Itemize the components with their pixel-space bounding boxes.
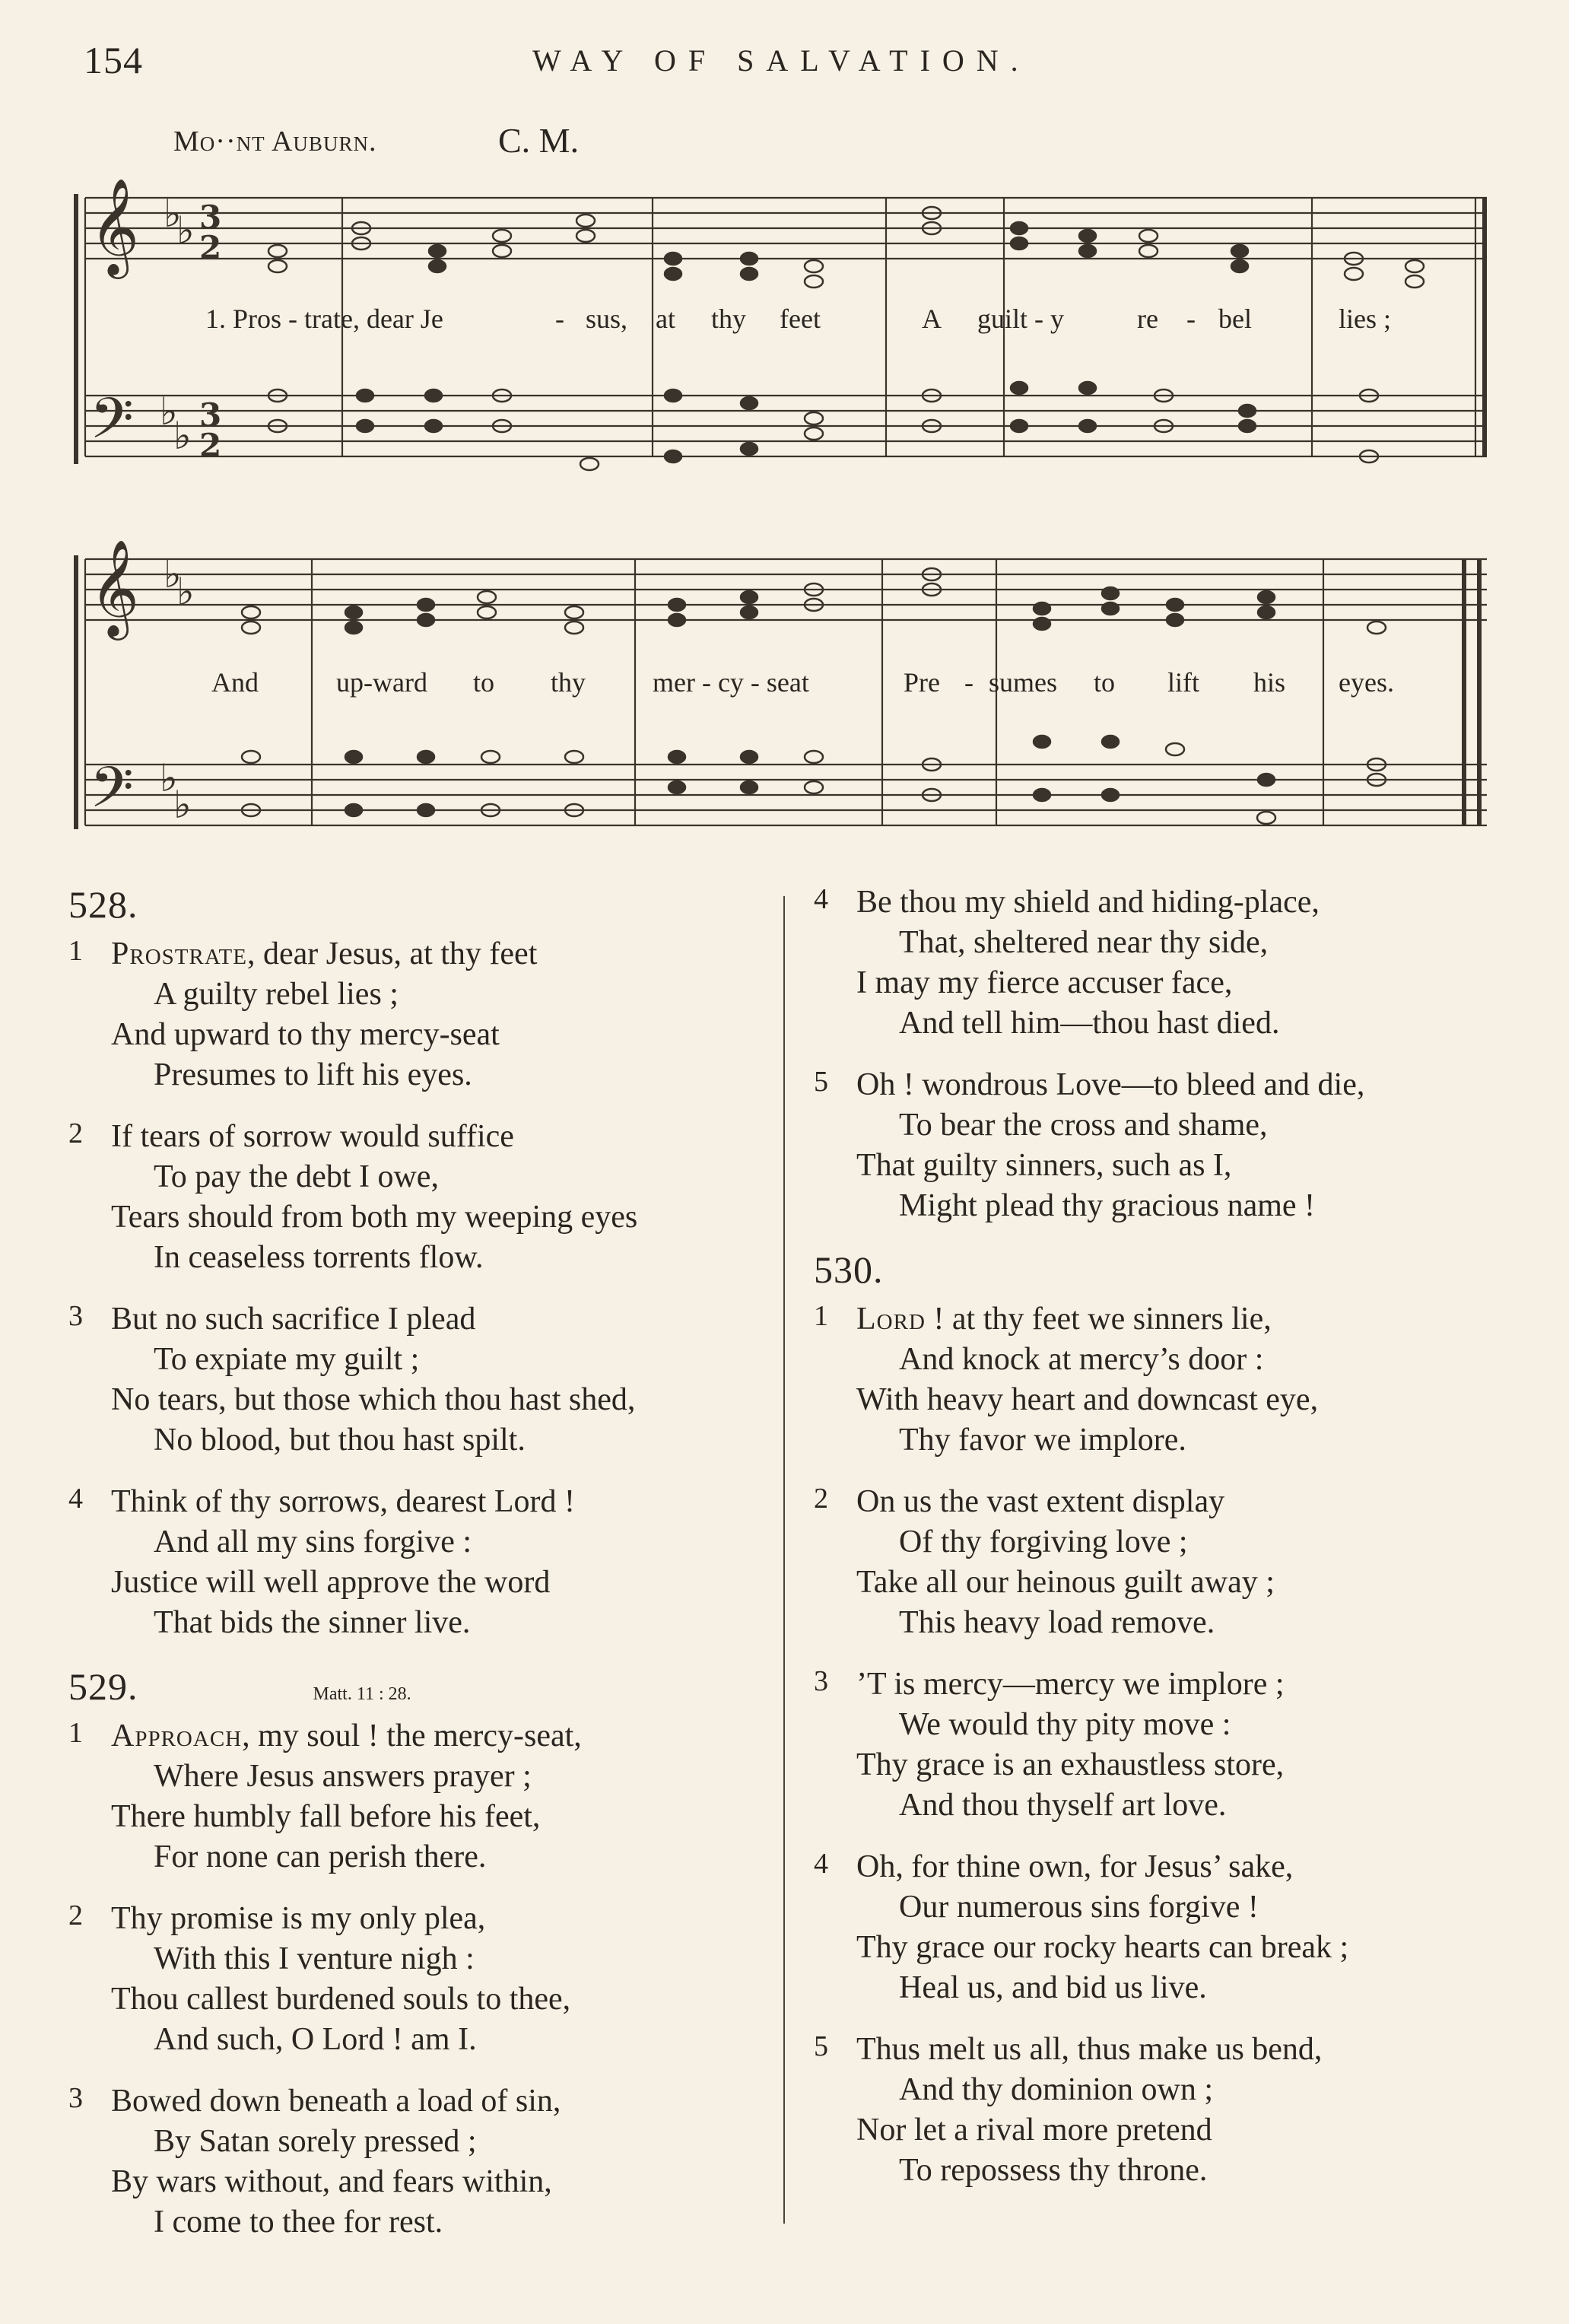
verse-line: And tell him—thou hast died.	[899, 1006, 1280, 1041]
verse-line: By Satan sorely pressed ;	[154, 2124, 477, 2159]
column-divider	[783, 896, 785, 2224]
verse-line: This heavy load remove.	[899, 1605, 1215, 1640]
verse	[814, 2030, 1521, 2191]
lyric-syllable: lies ;	[1339, 304, 1391, 334]
verse-line: Take all our heinous guilt away ;	[856, 1565, 1275, 1600]
verse-line: Thou callest burdened souls to thee,	[111, 1982, 571, 2017]
noteheads-system-2-treble	[242, 568, 1386, 634]
verse-line	[856, 1299, 1521, 1340]
verse-line: A guilty rebel lies ;	[154, 977, 399, 1012]
hymn-528-header	[68, 882, 776, 927]
verse-line: Bowed down beneath a load of sin,	[111, 2084, 561, 2119]
verse-line: Thy grace our rocky hearts can break ;	[856, 1930, 1349, 1965]
lyric-syllable: to	[473, 667, 495, 698]
verse-line: Think of thy sorrows, dearest Lord !	[111, 1484, 576, 1519]
verse-line: And thy dominion own ;	[899, 2072, 1214, 2107]
lyric-syllable: 1. Pros - trate, dear Je	[205, 304, 443, 334]
verse-line: That guilty sinners, such as I,	[856, 1148, 1232, 1183]
verse-number: 1	[68, 1717, 83, 1749]
lyric-syllable: -	[964, 667, 973, 698]
svg-text:3: 3	[199, 199, 222, 236]
noteheads-system-1-treble	[268, 207, 1424, 288]
verse-number: 2	[68, 1117, 83, 1149]
verse-line: To expiate my guilt ;	[154, 1342, 420, 1377]
verse	[68, 2081, 776, 2243]
verse-line: Tears should from both my weeping eyes	[111, 1200, 638, 1235]
verse-line: If tears of sorrow would suffice	[111, 1119, 514, 1154]
tune-meter: C. M.	[498, 121, 580, 160]
verse-number: 4	[814, 1848, 828, 1880]
verse-line: That, sheltered near thy side,	[899, 925, 1269, 960]
lyric-syllable: mer - cy - seat	[653, 667, 809, 698]
verse-number: 4	[814, 883, 828, 915]
verse	[814, 1065, 1521, 1226]
verse	[68, 1117, 776, 1278]
verse	[68, 1716, 776, 1877]
flat-icon: ♭	[160, 389, 178, 434]
flat-icon: ♭	[176, 570, 195, 614]
verse-line: On us the vast extent display	[856, 1484, 1225, 1519]
verse-line: With this I venture nigh :	[154, 1941, 475, 1976]
verse	[814, 1664, 1521, 1826]
verse-line: Presumes to lift his eyes.	[154, 1057, 472, 1092]
left-column	[68, 882, 776, 2264]
treble-clef-icon: 𝄞	[90, 539, 140, 636]
verse	[68, 1482, 776, 1643]
verse-line	[111, 1716, 776, 1757]
lyric-syllable: thy	[551, 667, 586, 698]
tune-title: Mo··nt Auburn.	[173, 126, 377, 157]
verse-line: And thou thyself art love.	[899, 1788, 1227, 1823]
verse-number: 2	[68, 1900, 83, 1931]
verse-line: And all my sins forgive :	[154, 1524, 472, 1559]
staff-system-2-bass	[85, 765, 1487, 825]
lyric-syllable: sus,	[586, 304, 628, 334]
verse	[68, 934, 776, 1095]
verse-line: To repossess thy throne.	[899, 2153, 1208, 2188]
verse-line: And knock at mercy’s door :	[899, 1342, 1264, 1377]
hymn-529-header	[68, 1664, 776, 1709]
verse	[814, 1299, 1521, 1461]
verse-number: 4	[68, 1483, 83, 1515]
verse-line: Our numerous sins forgive !	[899, 1890, 1259, 1925]
verse-line: By wars without, and fears within,	[111, 2164, 552, 2199]
bass-clef-icon: 𝄢	[90, 386, 134, 466]
verse-number: 3	[68, 2082, 83, 2114]
verse-line	[111, 934, 776, 974]
verse-line-rest: ! at thy feet we sinners lie,	[925, 1302, 1272, 1337]
verse-line: But no such sacrifice I plead	[111, 1302, 476, 1337]
verse-line-rest: , dear Jesus, at thy feet	[247, 936, 538, 971]
lyric-syllable: -	[555, 304, 564, 334]
verse-line: I may my fierce accuser face,	[856, 965, 1233, 1000]
verse-line: ’T is mercy—mercy we implore ;	[856, 1667, 1285, 1702]
verse-line: Might plead thy gracious name !	[899, 1188, 1316, 1223]
lyric-syllable: bel	[1218, 304, 1252, 334]
verse-line: Be thou my shield and hiding-place,	[856, 885, 1320, 920]
flat-icon: ♭	[176, 208, 195, 253]
verse-line: Of thy forgiving love ;	[899, 1524, 1188, 1559]
bass-clef-icon: 𝄢	[90, 755, 134, 835]
verse-line: And upward to thy mercy-seat	[111, 1017, 500, 1052]
lyric-syllable: guilt - y	[977, 304, 1064, 334]
lyric-syllable: at	[656, 304, 675, 334]
hymn-530-header	[814, 1248, 1521, 1292]
svg-text:3: 3	[199, 396, 222, 434]
staff-system-1-treble	[85, 198, 1487, 259]
verse-line: We would thy pity move :	[899, 1707, 1231, 1742]
verse-line: Where Jesus answers prayer ;	[154, 1759, 532, 1794]
lyric-syllable: to	[1094, 667, 1116, 698]
svg-text:2: 2	[199, 427, 222, 464]
verse-first-word: Approach	[111, 1718, 243, 1753]
flat-icon: ♭	[173, 414, 192, 458]
lyric-syllable: lift	[1167, 667, 1199, 698]
verse-line: Heal us, and bid us live.	[899, 1970, 1207, 2005]
staff-system-1-bass	[85, 396, 1487, 456]
verse-line: For none can perish there.	[154, 1839, 487, 1874]
verse-line: Justice will well approve the word	[111, 1565, 551, 1600]
lyric-syllable: feet	[780, 304, 821, 334]
verse-line: Oh, for thine own, for Jesus’ sake,	[856, 1849, 1294, 1884]
verse	[814, 882, 1521, 1044]
verse-number: 3	[814, 1665, 828, 1697]
verse-line: In ceaseless torrents flow.	[154, 1240, 484, 1275]
flat-icon: ♭	[160, 756, 178, 800]
svg-text:2: 2	[199, 229, 222, 266]
verse	[814, 1482, 1521, 1643]
right-column	[814, 882, 1521, 2212]
scripture-reference: Matt. 11 : 28.	[313, 1684, 411, 1704]
lyric-syllable: -	[1186, 304, 1196, 334]
page-number: 154	[84, 39, 143, 81]
verse-line: With heavy heart and downcast eye,	[856, 1382, 1319, 1417]
lyric-syllable: A	[922, 304, 942, 334]
verse	[68, 1299, 776, 1461]
verse-line: No tears, but those which thou hast shed,	[111, 1382, 636, 1417]
flat-icon: ♭	[164, 192, 182, 236]
lyric-syllable: thy	[711, 304, 747, 334]
verse-line: I come to thee for rest.	[154, 2205, 443, 2240]
running-head: WAY OF SALVATION.	[532, 43, 1031, 78]
verse-line: That bids the sinner live.	[154, 1605, 471, 1640]
verse-line: Oh ! wondrous Love—to bleed and die,	[856, 1067, 1365, 1102]
verse-number: 5	[814, 2030, 828, 2062]
staff-system-2-treble	[85, 559, 1487, 620]
lyric-syllable: re	[1137, 304, 1158, 334]
verse-line: To bear the cross and shame,	[899, 1108, 1268, 1143]
lyric-syllable: eyes.	[1339, 667, 1394, 698]
hymn-number: 528.	[68, 883, 138, 926]
verse-number: 1	[68, 935, 83, 967]
verse-line: Thy favor we implore.	[899, 1423, 1186, 1458]
verse-first-word: Lord	[856, 1302, 926, 1337]
verse-first-word: Prostrate	[111, 936, 247, 971]
music-score	[0, 0, 1569, 852]
verse-line: And such, O Lord ! am I.	[154, 2022, 477, 2057]
verse-line: Thus melt us all, thus make us bend,	[856, 2032, 1323, 2067]
flat-icon: ♭	[173, 783, 192, 827]
verse-line: To pay the debt I owe,	[154, 1159, 439, 1194]
lyric-syllable: Pre	[904, 667, 940, 698]
hymn-number: 530.	[814, 1248, 884, 1291]
verse-line-rest: , my soul ! the mercy-seat,	[242, 1718, 582, 1753]
verse-number: 3	[68, 1300, 83, 1332]
verse	[68, 1899, 776, 2060]
verse-number: 1	[814, 1300, 828, 1332]
lyric-syllable: his	[1253, 667, 1286, 698]
verse	[814, 1847, 1521, 2008]
verse-line: Thy promise is my only plea,	[111, 1901, 486, 1936]
lyric-syllable: sumes	[989, 667, 1057, 698]
verse-number: 5	[814, 1066, 828, 1098]
flat-icon: ♭	[164, 552, 182, 596]
verse-line: Nor let a rival more pretend	[856, 2113, 1212, 2148]
treble-clef-icon: 𝄞	[90, 177, 140, 275]
lyric-syllable: And	[211, 667, 259, 698]
lyric-syllable: up-ward	[336, 667, 427, 698]
hymn-number: 529.	[68, 1665, 138, 1708]
verse-line: Thy grace is an exhaustless store,	[856, 1747, 1285, 1782]
verse-line: No blood, but thou hast spilt.	[154, 1423, 526, 1458]
verse-line: There humbly fall before his feet,	[111, 1799, 541, 1834]
verse-number: 2	[814, 1483, 828, 1515]
